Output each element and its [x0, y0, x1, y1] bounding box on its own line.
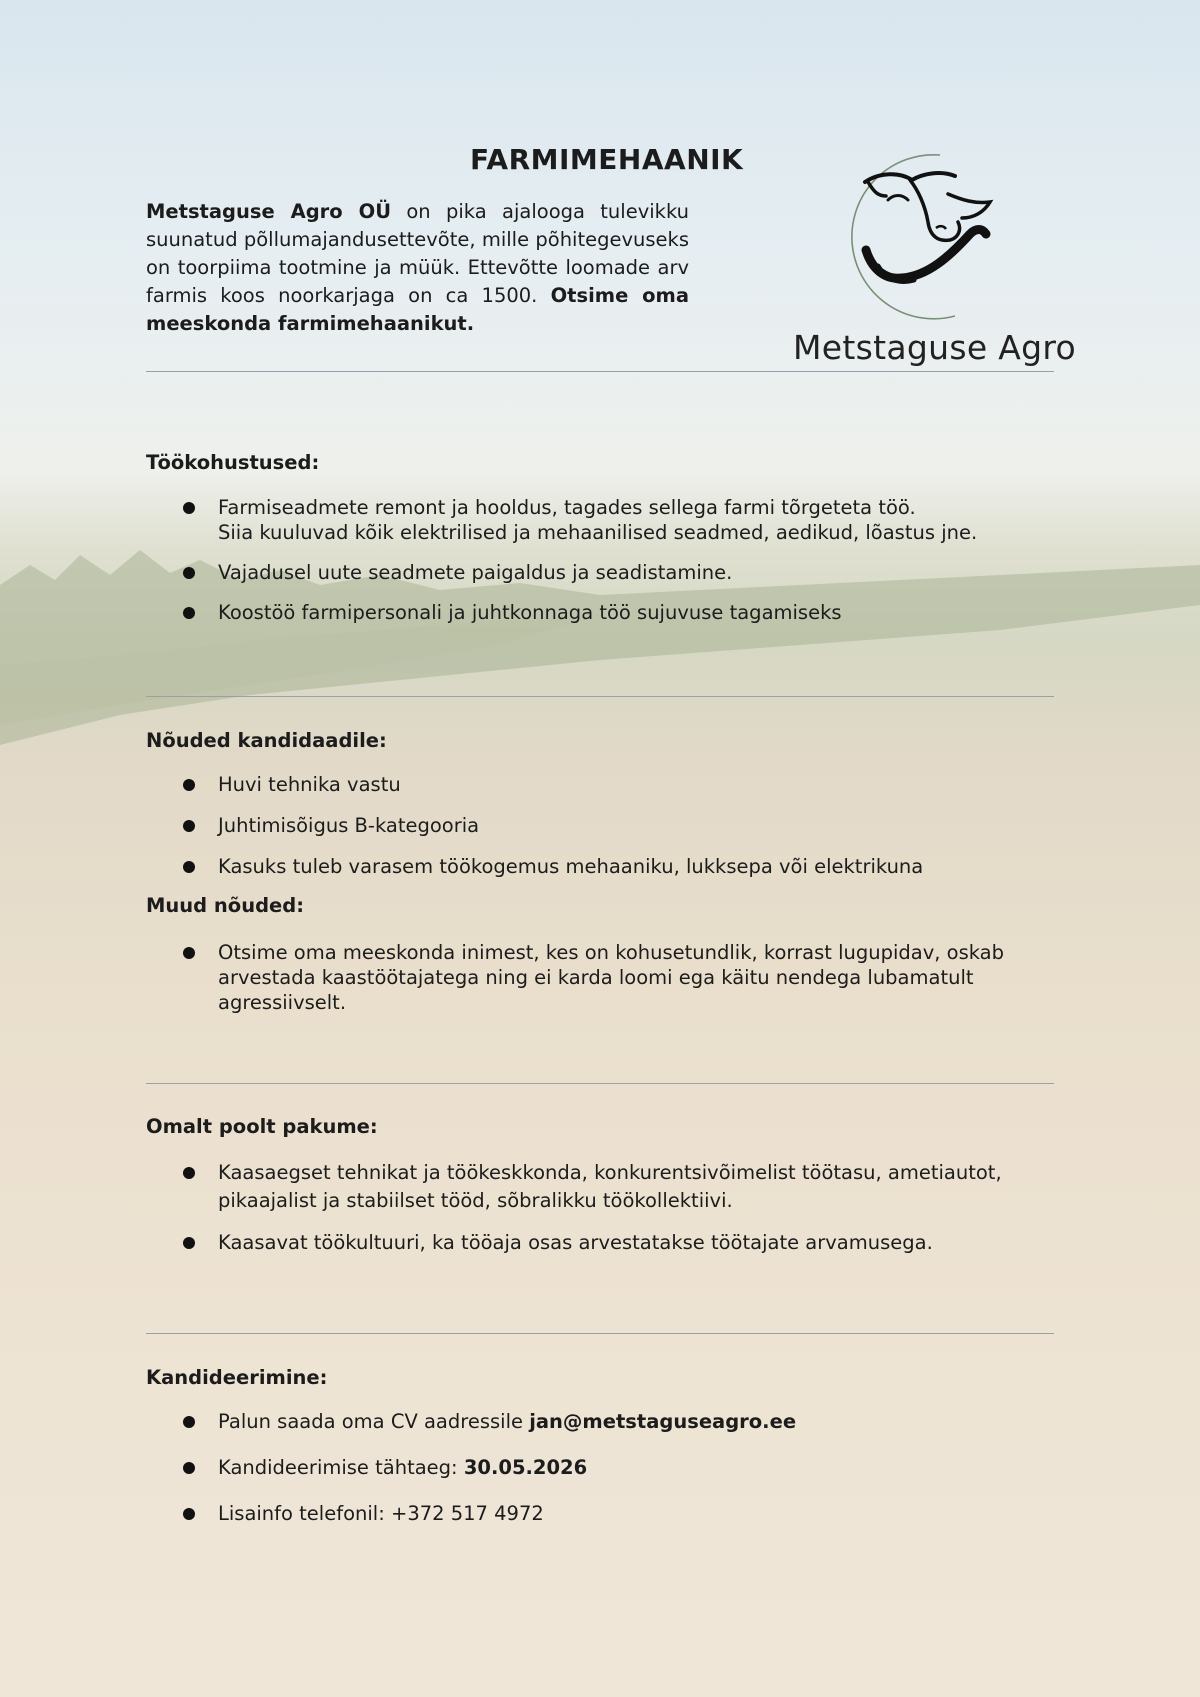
contact-phone: Lisainfo telefonil: +372 517 4972 [218, 1502, 544, 1525]
divider [146, 1083, 1054, 1084]
list-item: Otsime oma meeskonda inimest, kes on kohusetundlik, korrast lugupidav, oskab arvestada kaastöötajatega ning ei karda loomi ega käitu nendega lubamatult agressiivselt. [183, 940, 1013, 1015]
list-item: Farmiseadmete remont ja hooldus, tagades sellega farmi tõrgeteta töö. Siia kuuluvad kõik elektrilised ja mehaanilised seadmed, aedikud, lõastus jne. [183, 495, 1013, 545]
job-title: FARMIMEHAANIK [470, 143, 744, 176]
apply-heading: Kandideerimine: [146, 1366, 328, 1389]
deadline-date: 30.05.2026 [463, 1456, 588, 1479]
other-requirements-list [183, 940, 1013, 1015]
other-requirements-heading: Muud nõuded: [146, 894, 305, 917]
bullet-icon [183, 1462, 195, 1474]
list-item: Juhtimisõigus B-kategooria [183, 813, 1013, 838]
bullet-icon [183, 1416, 195, 1428]
bullet-icon [183, 502, 195, 514]
bullet-icon [183, 567, 195, 579]
bullet-icon [183, 779, 195, 791]
intro-paragraph [146, 198, 689, 338]
apply-list [183, 1409, 1013, 1526]
list-item: Kasuks tuleb varasem töökogemus mehaaniku, lukksepa või elektrikuna [183, 854, 1013, 879]
requirements-list [183, 772, 1013, 879]
divider [146, 371, 1054, 372]
intro-text: on pika ajalooga tulevikku suunatud põllumajandusettevõte, mille põhitegevuseks on toorpiima tootmine ja müük. Ettevõtte loomade arv farmis koos noorkarjaga on ca 1500. [146, 200, 690, 307]
bullet-icon [183, 861, 195, 873]
list-item: Palun saada oma CV aadressile jan@metstaguseagro.ee [183, 1409, 1013, 1434]
list-item: Kaasavat töökultuuri, ka tööaja osas arvestatakse töötajate arvamusega. [183, 1230, 1013, 1255]
bullet-icon [183, 1237, 195, 1249]
requirements-heading: Nõuded kandidaadile: [146, 729, 387, 752]
bullet-icon [183, 607, 195, 619]
logo-wordmark: Metstaguse Agro [793, 328, 1076, 367]
divider [146, 696, 1054, 697]
list-item: Koostöö farmipersonali ja juhtkonnaga töö sujuvuse tagamiseks [183, 600, 1013, 625]
list-item: Kaasaegset tehnikat ja töökeskkonda, konkurentsivõimelist töötasu, ametiautot, pikaajalist ja stabiilset tööd, sõbralikku töökollektiivi. [183, 1159, 1013, 1215]
list-item: Kandideerimise tähtaeg: 30.05.2026 [183, 1455, 1013, 1480]
bullet-icon [183, 1167, 195, 1179]
list-item: Vajadusel uute seadmete paigaldus ja seadistamine. [183, 560, 1013, 585]
duties-list [183, 495, 1013, 625]
list-item: Huvi tehnika vastu [183, 772, 1013, 797]
bullet-icon [183, 1508, 195, 1520]
duties-heading: Töökohustused: [146, 451, 320, 474]
bullet-icon [183, 947, 195, 959]
contact-email[interactable]: jan@metstaguseagro.ee [529, 1410, 797, 1433]
divider [146, 1333, 1054, 1334]
list-item [183, 1501, 1013, 1526]
bullet-icon [183, 820, 195, 832]
offer-heading: Omalt poolt pakume: [146, 1115, 378, 1138]
intro-highlight: Otsime oma meeskonda farmimehaanikut. [146, 284, 689, 335]
company-name: Metstaguse Agro OÜ [146, 200, 392, 223]
offer-list [183, 1159, 1013, 1255]
